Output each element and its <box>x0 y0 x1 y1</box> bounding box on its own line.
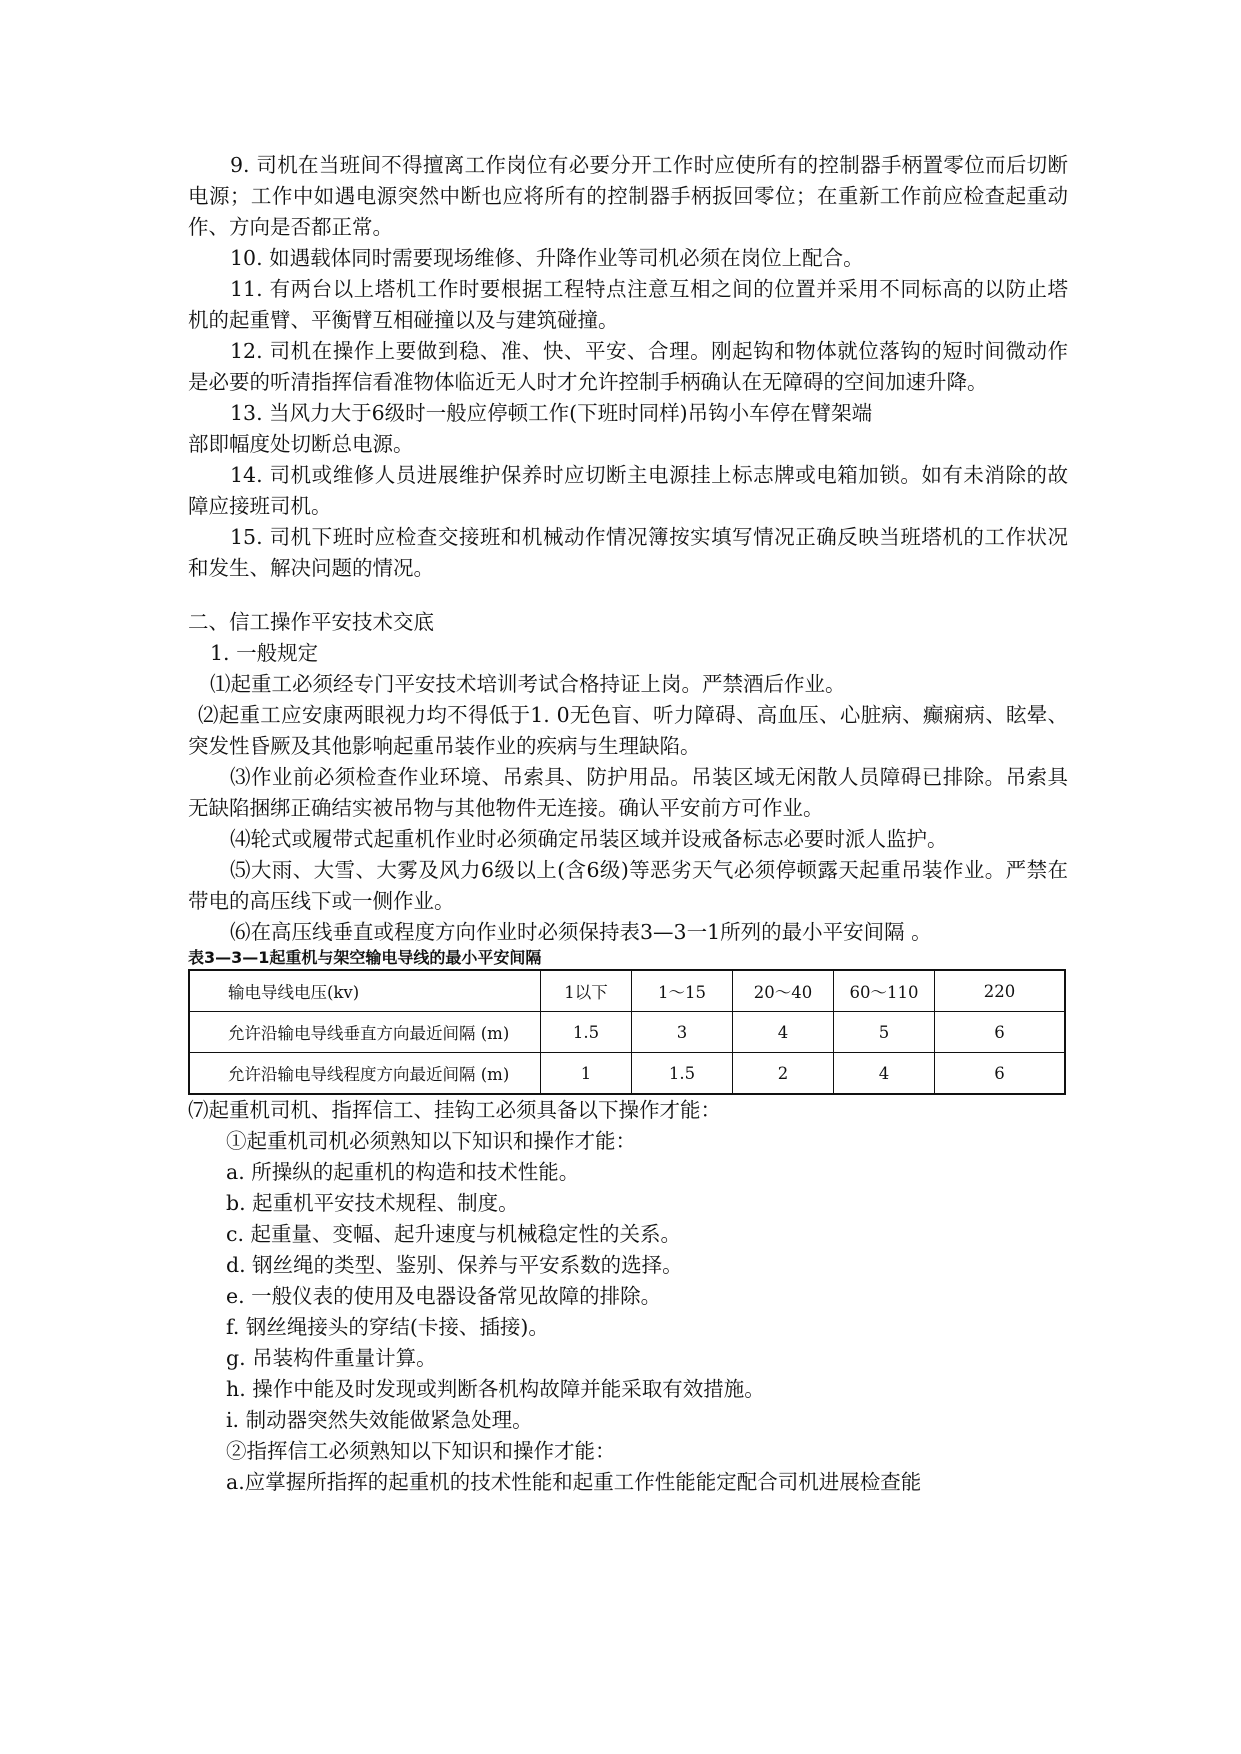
table-cell: 5 <box>834 1012 935 1053</box>
rule-4: ⑷轮式或履带式起重机作业时必须确定吊装区域并设戒备标志必要时派人监护。 <box>230 827 948 851</box>
item-10: 10. 如遇载体同时需要现场维修、升降作业等司机必须在岗位上配合。 <box>230 246 864 270</box>
table-row <box>189 1053 1065 1095</box>
section-heading: 二、信工操作平安技术交底 <box>188 610 434 634</box>
document-page <box>188 150 1068 1498</box>
table-cell: 允许沿输电导线程度方向最近间隔 (m) <box>189 1053 541 1095</box>
clearance-table <box>188 969 1066 1095</box>
table-cell: 1.5 <box>541 1012 632 1053</box>
table-cell: 2 <box>733 1053 834 1095</box>
table-cell: 3 <box>632 1012 733 1053</box>
item-12: 12. 司机在操作上要做到稳、准、快、平安、合理。刚起钩和物体就位落钩的短时间微动作是必要的听清指挥信看准物体临近无人时才允许控制手柄确认在无障碍的空间加速升降。 <box>188 339 1068 394</box>
list-item: e. 一般仪表的使用及电器设备常见故障的排除。 <box>226 1284 662 1308</box>
list-item: i. 制动器突然失效能做紧急处理。 <box>226 1408 533 1432</box>
operator-requirements-heading: ①起重机司机必须熟知以下知识和操作才能： <box>226 1129 636 1153</box>
table-cell: 6 <box>935 1012 1066 1053</box>
table-cell: 60～110 <box>834 970 935 1012</box>
list-item: a.应掌握所指挥的起重机的技术性能和起重工作性能能定配合司机进展检查能 <box>226 1470 922 1494</box>
list-item: h. 操作中能及时发现或判断各机构故障并能采取有效措施。 <box>226 1377 765 1401</box>
item-13-line1: 13. 当风力大于6级时一般应停顿工作(下班时同样)吊钩小车停在臂架端 <box>230 401 873 425</box>
list-item: a. 所操纵的起重机的构造和技术性能。 <box>226 1160 580 1184</box>
table-cell: 220 <box>935 970 1066 1012</box>
rule-5: ⑸大雨、大雪、大雾及风力6级以上(含6级)等恶劣天气必须停顿露天起重吊装作业。严禁在带电的高压线下或一侧作业。 <box>188 858 1068 913</box>
table-header-row <box>189 970 1065 1012</box>
list-item: b. 起重机平安技术规程、制度。 <box>226 1191 519 1215</box>
table-cell: 4 <box>834 1053 935 1095</box>
table-cell: 允许沿输电导线垂直方向最近间隔 (m) <box>189 1012 541 1053</box>
item-14: 14. 司机或维修人员进展维护保养时应切断主电源挂上标志牌或电箱加锁。如有未消除的故障应接班司机。 <box>188 463 1068 518</box>
table-cell: 1.5 <box>632 1053 733 1095</box>
spacer <box>188 584 1068 607</box>
list-item: d. 钢丝绳的类型、鉴别、保养与平安系数的选择。 <box>226 1253 683 1277</box>
table-cell: 4 <box>733 1012 834 1053</box>
item-13-line2: 部即幅度处切断总电源。 <box>188 432 414 456</box>
table-cell: 6 <box>935 1053 1066 1095</box>
rule-7: ⑺起重机司机、指挥信工、挂钩工必须具备以下操作才能： <box>188 1098 721 1122</box>
rule-1: ⑴起重工必须经专门平安技术培训考试合格持证上岗。严禁酒后作业。 <box>210 672 846 696</box>
table-cell: 20～40 <box>733 970 834 1012</box>
table-cell: 1 <box>541 1053 632 1095</box>
rule-2: ⑵起重工应安康两眼视力均不得低于1. 0无色盲、听力障碍、高血压、心脏病、癫痫病、眩晕、突发性昏厥及其他影响起重吊装作业的疾病与生理缺陷。 <box>188 703 1068 758</box>
list-item: g. 吊装构件重量计算。 <box>226 1346 437 1370</box>
table-cell: 输电导线电压(kv) <box>189 970 541 1012</box>
table-cell: 1～15 <box>632 970 733 1012</box>
table-row <box>189 1012 1065 1053</box>
table-caption: 表3—3—1起重机与架空输电导线的最小平安间隔 <box>188 948 542 967</box>
list-item: f. 钢丝绳接头的穿结(卡接、插接)。 <box>226 1315 549 1339</box>
list-item: c. 起重量、变幅、起升速度与机械稳定性的关系。 <box>226 1222 682 1246</box>
item-15: 15. 司机下班时应检查交接班和机械动作情况簿按实填写情况正确反映当班塔机的工作状况和发生、解决问题的情况。 <box>188 525 1068 580</box>
subsection-heading: 1. 一般规定 <box>210 641 319 665</box>
item-9: 9. 司机在当班间不得擅离工作岗位有必要分开工作时应使所有的控制器手柄置零位而后切断电源；工作中如遇电源突然中断也应将所有的控制器手柄扳回零位；在重新工作前应检查起重动作、方向是否都正常。 <box>188 153 1068 239</box>
item-11: 11. 有两台以上塔机工作时要根据工程特点注意互相之间的位置并采用不同标高的以防止塔机的起重臂、平衡臂互相碰撞以及与建筑碰撞。 <box>188 277 1068 332</box>
rule-6: ⑹在高压线垂直或程度方向作业时必须保持表3—3一1所列的最小平安间隔 。 <box>230 920 932 944</box>
signaller-requirements-heading: ②指挥信工必须熟知以下知识和操作才能： <box>226 1439 616 1463</box>
rule-3: ⑶作业前必须检查作业环境、吊索具、防护用品。吊装区域无闲散人员障碍已排除。吊索具无缺陷捆绑正确结实被吊物与其他物件无连接。确认平安前方可作业。 <box>188 765 1068 820</box>
table-cell: 1以下 <box>541 970 632 1012</box>
